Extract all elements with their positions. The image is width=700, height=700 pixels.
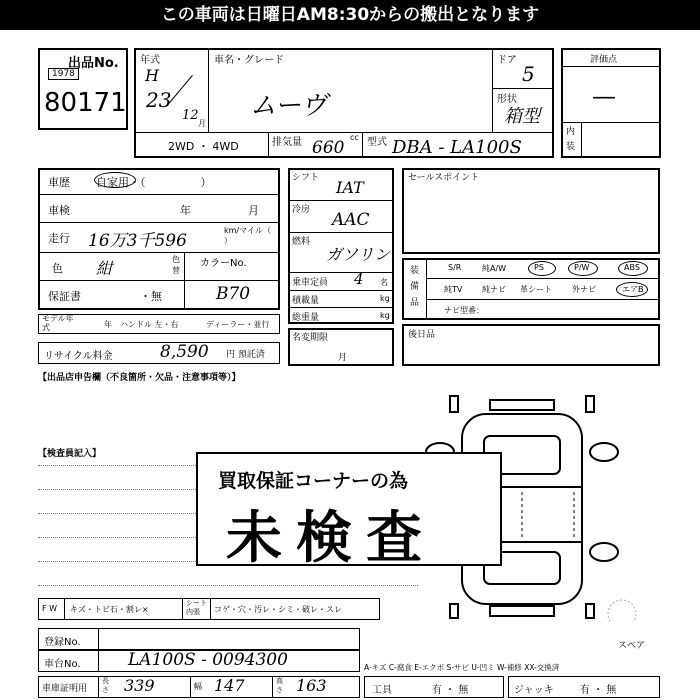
fuel-value: ガソリン	[326, 245, 391, 264]
recycle-label: リサイクル料金	[44, 351, 113, 362]
equip-pw: P/W	[574, 263, 590, 272]
inspection-month: 月	[248, 204, 259, 217]
defects-seat: シート内張	[186, 599, 207, 616]
fuel-label: 燃料	[292, 237, 311, 247]
defects-seat-text: コゲ・穴・汚レ・シミ・破レ・スレ	[214, 605, 342, 614]
lot-label: 出品No.	[68, 56, 119, 71]
stamp-line1: 買取保証コーナーの為	[218, 470, 409, 492]
model-label: 型式	[367, 137, 387, 148]
inspector-notes-label: 【検査員記入】	[38, 449, 102, 459]
shift-value: IAT	[336, 178, 364, 197]
later-box	[402, 324, 660, 366]
color-code-label: カラーNo.	[200, 258, 247, 269]
navi-model-label: ナビ型番：	[444, 306, 484, 315]
equip-sr: S/R	[448, 263, 462, 272]
door-label: ドア	[497, 55, 517, 66]
year-month-unit: 月	[198, 119, 206, 128]
equip-ext-navi: 外ナビ	[572, 285, 596, 294]
deadline-label: 名変期限	[292, 333, 329, 343]
equip-airbag: エアB	[622, 285, 644, 294]
model-year-label: モデル年式	[42, 314, 74, 332]
displacement-label: 排気量	[272, 137, 302, 148]
equip-navi: 純ナビ	[482, 285, 506, 294]
capacity-label: 乗車定員	[292, 278, 329, 288]
later-label: 後日品	[408, 330, 436, 340]
banner: この車両は日曜日AM8:30からの搬出となります	[0, 0, 700, 30]
year-value: 23	[146, 88, 172, 112]
inspection-year: 年	[180, 204, 191, 217]
score-value: —	[592, 82, 616, 110]
interior-label: 内装	[566, 127, 576, 152]
color-value: 紺	[96, 259, 113, 278]
displacement-unit: cc	[350, 133, 359, 142]
circle-abs	[618, 261, 648, 276]
circle-ps	[528, 261, 556, 276]
recycle-value: 8,590	[160, 342, 209, 362]
name-value: ムーヴ	[250, 91, 327, 121]
equip-aw: 純A/W	[482, 264, 507, 273]
model-year-dealer: ディーラー・並行	[206, 320, 270, 329]
year-month: 12	[182, 108, 199, 123]
height-value: 163	[296, 676, 327, 695]
circle-pw	[568, 261, 598, 276]
mileage-unit: km/マイル（ ）	[224, 226, 271, 245]
history-value: 自家用・（ ）	[96, 176, 212, 189]
length-value: 339	[124, 676, 155, 695]
defects-fw-text: キズ・トビ石・割レ×	[70, 605, 149, 614]
equipment-label: 装備品	[410, 266, 420, 308]
aircon-label: 冷房	[292, 205, 311, 215]
height-label: 高さ	[276, 677, 283, 694]
mileage-value: 16万3千596	[88, 231, 187, 251]
width-label: 幅	[194, 682, 202, 691]
warranty-label: 保証書	[48, 290, 81, 303]
capacity-value: 4	[354, 270, 364, 288]
equip-leather: 革シート	[520, 285, 552, 294]
shape-label: 形状	[497, 94, 517, 105]
chassis-label: 車台No.	[44, 659, 81, 670]
jack-label: ジャッキ	[514, 685, 554, 696]
shape-value: 箱型	[504, 106, 540, 127]
defects-fw: F W	[42, 604, 58, 613]
year-label: 年式	[140, 55, 160, 66]
drive-value: 2WD ・ 4WD	[168, 140, 239, 153]
sales-point-label: セールスポイント	[408, 173, 480, 183]
width-value: 147	[214, 676, 245, 695]
length-label: 長さ	[102, 677, 109, 694]
circle-airbag	[616, 282, 648, 297]
load-unit: kg	[380, 294, 390, 303]
history-label: 車歴	[48, 176, 70, 189]
seller-notes-label: 【出品店申告欄（不良箇所・欠品・注意事項等）】	[38, 373, 241, 383]
gross-unit: kg	[380, 311, 390, 320]
stamp-line2: 未検査	[226, 506, 436, 571]
equip-abs: ABS	[624, 263, 640, 272]
gross-label: 総重量	[292, 313, 320, 323]
lot-small-code: 1978	[48, 68, 79, 80]
lot-number: 80171	[44, 88, 127, 118]
inspection-label: 車検	[48, 204, 70, 217]
year-era: H	[145, 66, 159, 85]
tools-value: 有 ・ 無	[432, 685, 469, 696]
shift-label: シフト	[292, 173, 320, 183]
equip-tv: 純TV	[444, 285, 463, 294]
recycle-unit: 円 預託済	[226, 350, 265, 360]
deadline-unit: 月	[338, 353, 348, 363]
mileage-label: 走行	[48, 232, 70, 245]
color-label: 色	[52, 262, 63, 275]
name-label: 車名・グレード	[214, 55, 284, 66]
model-year-unit: 年	[104, 320, 112, 329]
defect-legend: A-キズ C-腐食 E-エクボ S-サビ U-凹ミ W-補修 XX-交換済	[364, 663, 560, 672]
chassis-value: LA100S - 0094300	[128, 650, 288, 670]
registration-row	[38, 628, 360, 650]
vehicle-cert-label: 車庫証明用	[42, 684, 88, 694]
door-value: 5	[522, 62, 535, 86]
equip-ps: PS	[534, 263, 544, 272]
color-change: 色替	[172, 255, 180, 275]
tools-label: 工具	[372, 685, 392, 696]
aircon-value: AAC	[332, 210, 370, 230]
capacity-unit: 名	[380, 278, 388, 287]
warranty-value: ・無	[140, 290, 162, 303]
load-label: 積載量	[292, 296, 320, 306]
registration-label: 登録No.	[44, 637, 81, 648]
spare-label: スペア	[618, 641, 646, 651]
color-code-value: B70	[216, 284, 251, 304]
model-year-handle: ハンドル 左・右	[120, 320, 179, 329]
jack-value: 有 ・ 無	[580, 685, 617, 696]
model-value: DBA - LA100S	[392, 137, 522, 158]
score-label: 評価点	[590, 55, 618, 65]
history-circle	[94, 172, 136, 188]
displacement-value: 660	[312, 138, 345, 158]
